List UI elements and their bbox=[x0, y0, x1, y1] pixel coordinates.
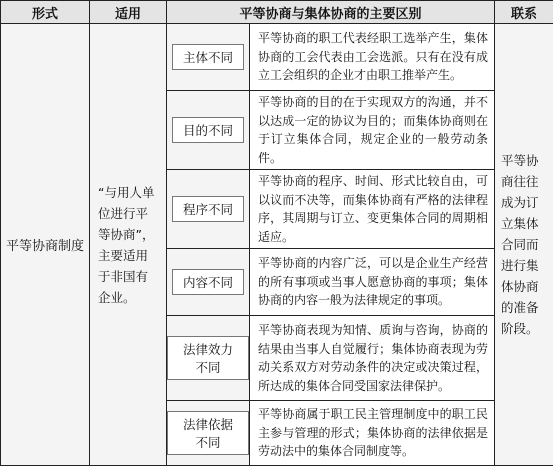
relation-cell: 平等协商往往成为订立集体合同而进行集体协商的准备阶段。 bbox=[495, 24, 553, 466]
header-scope: 适用 bbox=[90, 1, 167, 24]
difference-cell: 平等协商的内容广泛，可以是企业生产经营的所有事项或当事人愿意协商的事项；集体协商的内容一般为法律规定的事项。 bbox=[250, 249, 495, 316]
aspect-cell bbox=[167, 170, 250, 249]
aspect-label: 内容不同 bbox=[172, 269, 244, 295]
difference-cell: 平等协商属于职工民主管理制度中的职工民主参与管理的形式；集体协商的法律依据是劳动法中的集体合同制度等。 bbox=[250, 401, 495, 466]
scope-cell: “与用人单位进行平等协商”，主要适用于非国有企业。 bbox=[90, 24, 167, 466]
form-cell: 平等协商制度 bbox=[1, 24, 90, 466]
aspect-label: 目的不同 bbox=[172, 117, 244, 143]
table-row bbox=[1, 24, 553, 91]
difference-cell: 平等协商的目的在于实现双方的沟通，并不以达成一定的协议为目的；而集体协商则在于订立集体合同，规定企业的一般劳动条件。 bbox=[250, 91, 495, 170]
difference-cell: 平等协商表现为知情、质询与咨询，协商的结果由当事人自觉履行；集体协商表现为劳动关系双方对劳动条件的决定或决策过程，所达成的集体合同受国家法律保护。 bbox=[250, 316, 495, 401]
aspect-label: 程序不同 bbox=[172, 196, 244, 222]
aspect-cell bbox=[167, 249, 250, 316]
aspect-label: 主体不同 bbox=[172, 44, 244, 70]
aspect-cell bbox=[167, 316, 250, 401]
aspect-cell bbox=[167, 401, 250, 466]
aspect-label: 法律依据不同 bbox=[167, 411, 249, 455]
difference-cell: 平等协商的职工代表经职工选举产生，集体协商的工会代表由工会选派。只有在没有成立工会组织的企业才由职工推举产生。 bbox=[250, 24, 495, 91]
header-relation: 联系 bbox=[495, 1, 553, 24]
aspect-cell bbox=[167, 24, 250, 91]
aspect-cell bbox=[167, 91, 250, 170]
header-difference: 平等协商与集体协商的主要区别 bbox=[167, 1, 495, 24]
header-row bbox=[1, 1, 553, 24]
aspect-label: 法律效力不同 bbox=[167, 336, 249, 380]
header-form: 形式 bbox=[1, 1, 90, 24]
difference-cell: 平等协商的程序、时间、形式比较自由，可以议而不决等，而集体协商有严格的法律程序，其周期与订立、变更集体合同的周期相适应。 bbox=[250, 170, 495, 249]
